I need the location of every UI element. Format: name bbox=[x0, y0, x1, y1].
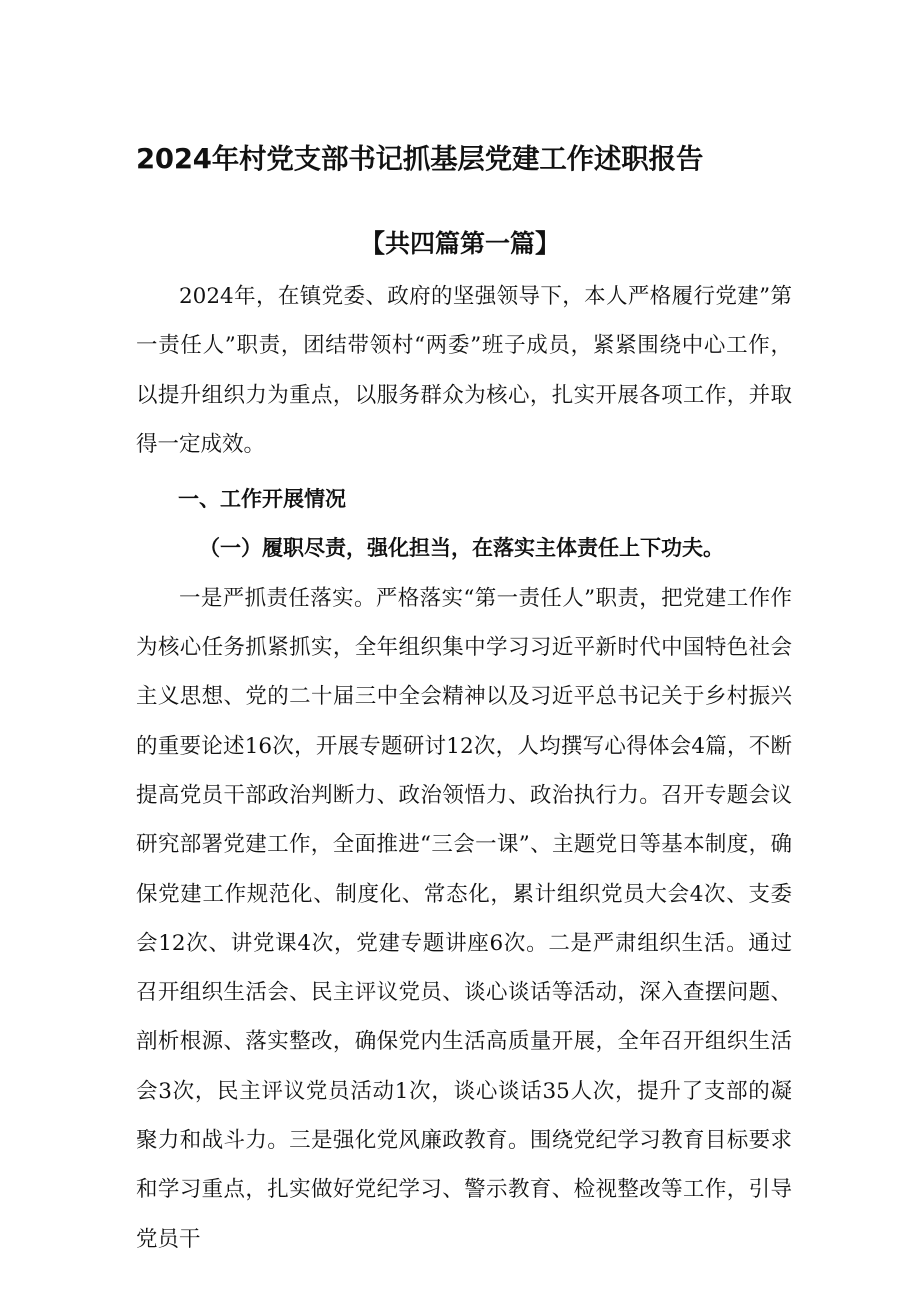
section-heading: 一、工作开展情况 bbox=[178, 487, 346, 512]
intro-paragraph: 2024年，在镇党委、政府的坚强领导下，本人严格履行党建”第一责任人”职责，团结带领村“两委”班子成员，紧紧围绕中心工作，以提升组织力为重点，以服务群众为核心，扎实开展各项工作，并取得一定成效。 bbox=[136, 284, 792, 457]
document-body bbox=[136, 272, 792, 1264]
body-paragraph: 一是严抓责任落实。严格落实“第一责任人”职责，把党建工作作为核心任务抓紧抓实，全年组织集中学习习近平新时代中国特色社会主义思想、党的二十届三中全会精神以及习近平总书记关于乡村振兴的重要论述16次，开展专题研讨12次，人均撰写心得体会4篇，不断提高党员干部政治判断力、政治领悟力、政治执行力。召开专题会议研究部署党建工作，全面推进“三会一课”、主题党日等基本制度，确保党建工作规范化、制度化、常态化，累计组织党员大会4次、支委会12次、讲党课4次，党建专题讲座6次。二是严肃组织生活。通过召开组织生活会、民主评议党员、谈心谈话等活动，深入查摆问题、剖析根源、落实整改，确保党内生活高质量开展，全年召开组织生活会3次，民主评议党员活动1次，谈心谈话35人次，提升了支部的凝聚力和战斗力。三是强化党风廉政教育。围绕党纪学习教育目标要求和学习重点，扎实做好党纪学习、警示教育、检视整改等工作，引导党员干 bbox=[136, 585, 792, 1252]
document-subtitle: 【共四篇第一篇】 bbox=[359, 229, 560, 258]
subsection-heading: （一）履职尽责，强化担当，在落实主体责任上下功夫。 bbox=[199, 536, 724, 561]
document-title: 2024年村党支部书记抓基层党建工作述职报告 bbox=[136, 143, 704, 175]
